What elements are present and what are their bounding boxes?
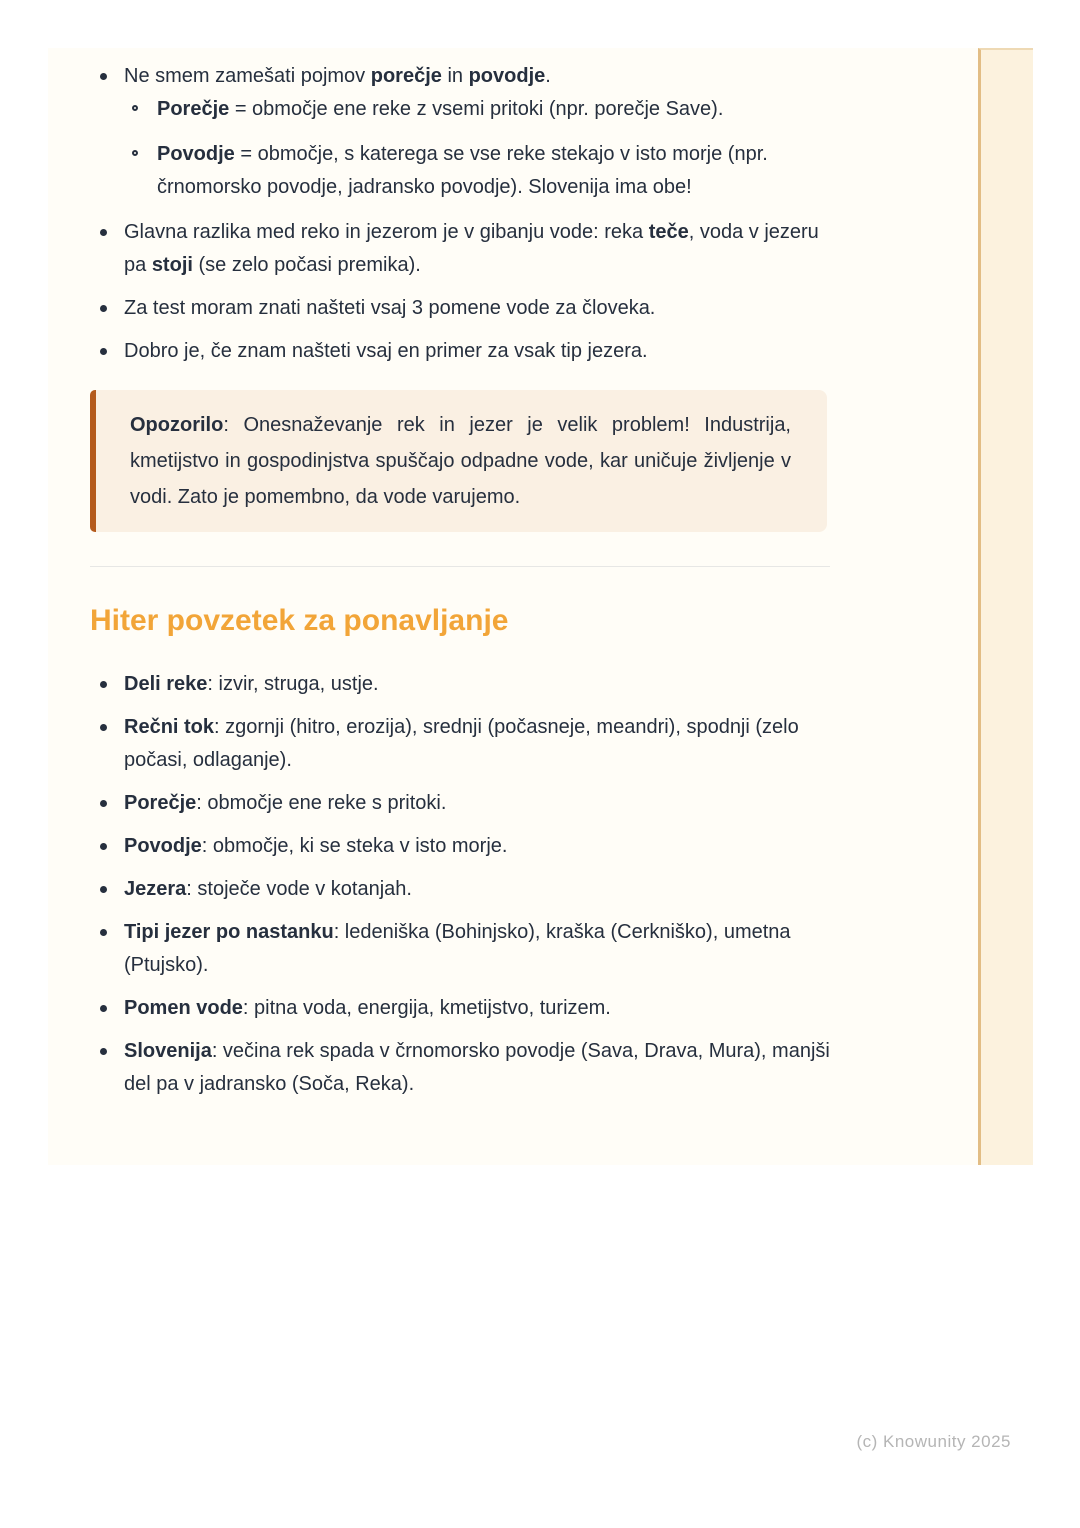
bold-term: teče bbox=[648, 221, 689, 243]
list-item bbox=[124, 93, 830, 126]
section-divider bbox=[90, 566, 830, 567]
list-item-text bbox=[124, 65, 551, 87]
warning-text bbox=[130, 407, 791, 515]
list-item bbox=[124, 138, 830, 204]
text-segment: Glavna razlika med reko in jezerom je v gibanju vode: reka bbox=[124, 221, 649, 243]
list-item bbox=[90, 787, 830, 820]
bold-term: Porečje bbox=[124, 792, 197, 814]
text-segment: in bbox=[441, 65, 469, 87]
bullet-icon bbox=[100, 1048, 107, 1055]
bullet-icon bbox=[100, 348, 107, 355]
text-segment: = območje, s katerega se vse reke stekajo v isto morje (npr. črnomorsko povodje, jadransko povodje). Slovenija ima obe! bbox=[157, 143, 768, 198]
list-item-text bbox=[157, 98, 723, 120]
concepts-list bbox=[90, 60, 830, 368]
list-item bbox=[90, 1035, 830, 1101]
bold-term: stoji bbox=[151, 254, 193, 276]
text-segment: = območje ene reke z vsemi pritoki (npr. porečje Save). bbox=[229, 98, 724, 120]
text-segment: : bbox=[223, 414, 244, 436]
list-item bbox=[90, 830, 830, 863]
list-item-text bbox=[124, 878, 412, 900]
list-item bbox=[90, 873, 830, 906]
text-segment: . bbox=[545, 65, 551, 87]
bold-term: Porečje bbox=[157, 98, 230, 120]
sub-bullet-icon bbox=[132, 150, 138, 156]
text-segment: : zgornji (hitro, erozija), srednji (počasneje, meandri), spodnji (zelo počasi, odlaganje). bbox=[124, 716, 799, 771]
list-item-text bbox=[124, 921, 791, 976]
bullet-icon bbox=[100, 73, 107, 80]
bullet-icon bbox=[100, 305, 107, 312]
text-segment: : ledeniška (Bohinjsko), kraška (Cerkniško), umetna (Ptujsko). bbox=[124, 921, 791, 976]
summary-heading: Hiter povzetek za ponavljanje bbox=[90, 604, 509, 637]
list-item bbox=[90, 668, 830, 701]
bold-term: povodje bbox=[468, 65, 546, 87]
list-item-text bbox=[124, 792, 446, 814]
bullet-icon bbox=[100, 681, 107, 688]
bullet-icon bbox=[100, 724, 107, 731]
text-segment: , voda v jezeru pa bbox=[124, 221, 819, 276]
list-item bbox=[90, 216, 830, 282]
bold-term: Deli reke bbox=[124, 673, 208, 695]
sub-bullet-icon bbox=[132, 105, 138, 111]
list-item-text bbox=[124, 1040, 830, 1095]
text-segment: : območje, ki se steka v isto morje. bbox=[201, 835, 508, 857]
bold-term: Slovenija bbox=[124, 1040, 212, 1062]
list-item-text: Za test moram znati našteti vsaj 3 pomene vode za človeka. bbox=[124, 297, 656, 319]
text-segment: : stoječe vode v kotanjah. bbox=[186, 878, 412, 900]
text-segment: : izvir, struga, ustje. bbox=[207, 673, 379, 695]
page-edge-stripe bbox=[978, 48, 1033, 1165]
summary-list bbox=[90, 668, 830, 1101]
list-item bbox=[90, 711, 830, 777]
bold-term: Rečni tok bbox=[124, 716, 215, 738]
page-content bbox=[90, 48, 830, 1111]
bullet-icon bbox=[100, 843, 107, 850]
list-item-text bbox=[124, 997, 611, 1019]
list-item-text bbox=[124, 835, 507, 857]
text-segment: (se zelo počasi premika). bbox=[192, 254, 421, 276]
bullet-icon bbox=[100, 229, 107, 236]
list-item-text bbox=[124, 716, 799, 771]
bullet-icon bbox=[100, 800, 107, 807]
list-item-text bbox=[124, 673, 379, 695]
text-segment: : večina rek spada v črnomorsko povodje (Sava, Drava, Mura), manjši del pa v jadransko (Soča, Reka). bbox=[124, 1040, 830, 1095]
list-item-text bbox=[124, 221, 819, 276]
bold-term: Povodje bbox=[124, 835, 202, 857]
list-item bbox=[90, 916, 830, 982]
list-item bbox=[90, 60, 830, 204]
warning-title: Opozorilo bbox=[130, 414, 224, 436]
text-segment: Ne smem zamešati pojmov bbox=[124, 65, 371, 87]
bullet-icon bbox=[100, 886, 107, 893]
bold-term: Povodje bbox=[157, 143, 235, 165]
warning-callout bbox=[90, 390, 827, 532]
copyright-footer: (c) Knowunity 2025 bbox=[856, 1432, 1011, 1451]
document-page bbox=[48, 48, 1033, 1165]
bold-term: Tipi jezer po nastanku bbox=[124, 921, 334, 943]
list-item bbox=[90, 992, 830, 1025]
text-segment: : pitna voda, energija, kmetijstvo, turizem. bbox=[242, 997, 611, 1019]
bullet-icon bbox=[100, 929, 107, 936]
text-segment: : območje ene reke s pritoki. bbox=[196, 792, 447, 814]
list-item bbox=[90, 292, 830, 325]
bold-term: porečje bbox=[370, 65, 442, 87]
bold-term: Pomen vode bbox=[124, 997, 243, 1019]
list-item bbox=[90, 335, 830, 368]
text-segment: Onesnaževanje rek in jezer je velik problem! Industrija, kmetijstvo in gospodinjstva spuščajo odpadne vode, kar uničuje življenje v vodi. Zato je pomembno, da vode varujemo. bbox=[130, 414, 791, 508]
bold-term: Jezera bbox=[124, 878, 187, 900]
list-item-text: Dobro je, če znam našteti vsaj en primer za vsak tip jezera. bbox=[124, 340, 648, 362]
bullet-icon bbox=[100, 1005, 107, 1012]
definitions-sublist bbox=[124, 93, 830, 204]
list-item-text bbox=[157, 143, 768, 198]
